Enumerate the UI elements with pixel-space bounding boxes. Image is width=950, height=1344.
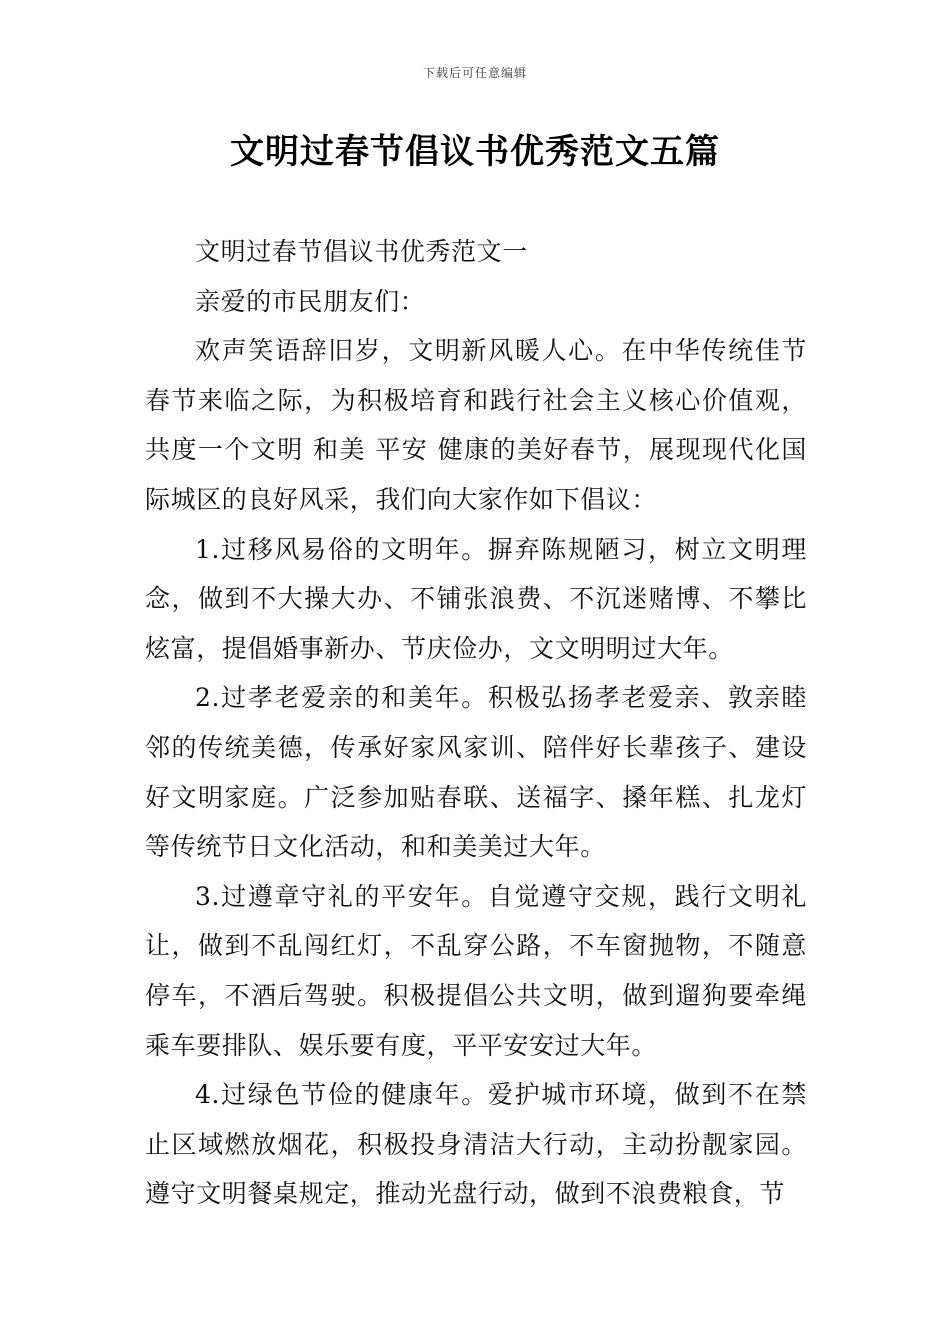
intro-paragraph: 欢声笑语辞旧岁，文明新风暖人心。在中华传统佳节春节来临之际，为积极培育和践行社会主义核心价值观，共度一个文明 和美 平安 健康的美好春节，展现现代化国际城区的良好风采，我们向大家作如下倡议：	[145, 336, 807, 514]
section-heading: 文明过春节倡议书优秀范文一	[195, 237, 528, 266]
proposal-item-3: 3.过遵章守礼的平安年。自觉遵守交规，践行文明礼让，做到不乱闯红灯，不乱穿公路，不车窗抛物，不随意停车，不酒后驾驶。积极提倡公共文明，做到遛狗要牵绳乘车要排队、娱乐要有度，平平安安过大年。	[145, 881, 807, 1060]
header-note: 下载后可任意编辑	[422, 66, 527, 80]
proposal-item-1: 1.过移风易俗的文明年。摒弃陈规陋习，树立文明理念，做到不大操大办、不铺张浪费、不沉迷赌博、不攀比炫富，提倡婚事新办、节庆俭办，文文明明过大年。	[145, 534, 807, 663]
proposal-item-4: 4.过绿色节俭的健康年。爱护城市环境，做到不在禁止区域燃放烟花，积极投身清洁大行动，主动扮靓家园。遵守文明餐桌规定，推动光盘行动，做到不浪费粮食，节	[145, 1080, 807, 1209]
salutation: 亲爱的市民朋友们：	[195, 286, 426, 316]
proposal-item-2: 2.过孝老爱亲的和美年。积极弘扬孝老爱亲、敦亲睦邻的传统美德，传承好家风家训、陪伴好长辈孩子、建设好文明家庭。广泛参加贴春联、送福字、搡年糕、扎龙灯等传统节日文化活动，和和美美过大年。	[145, 683, 807, 862]
document-title: 文明过春节倡议书优秀范文五篇	[230, 132, 720, 172]
document-body	[145, 227, 807, 1219]
